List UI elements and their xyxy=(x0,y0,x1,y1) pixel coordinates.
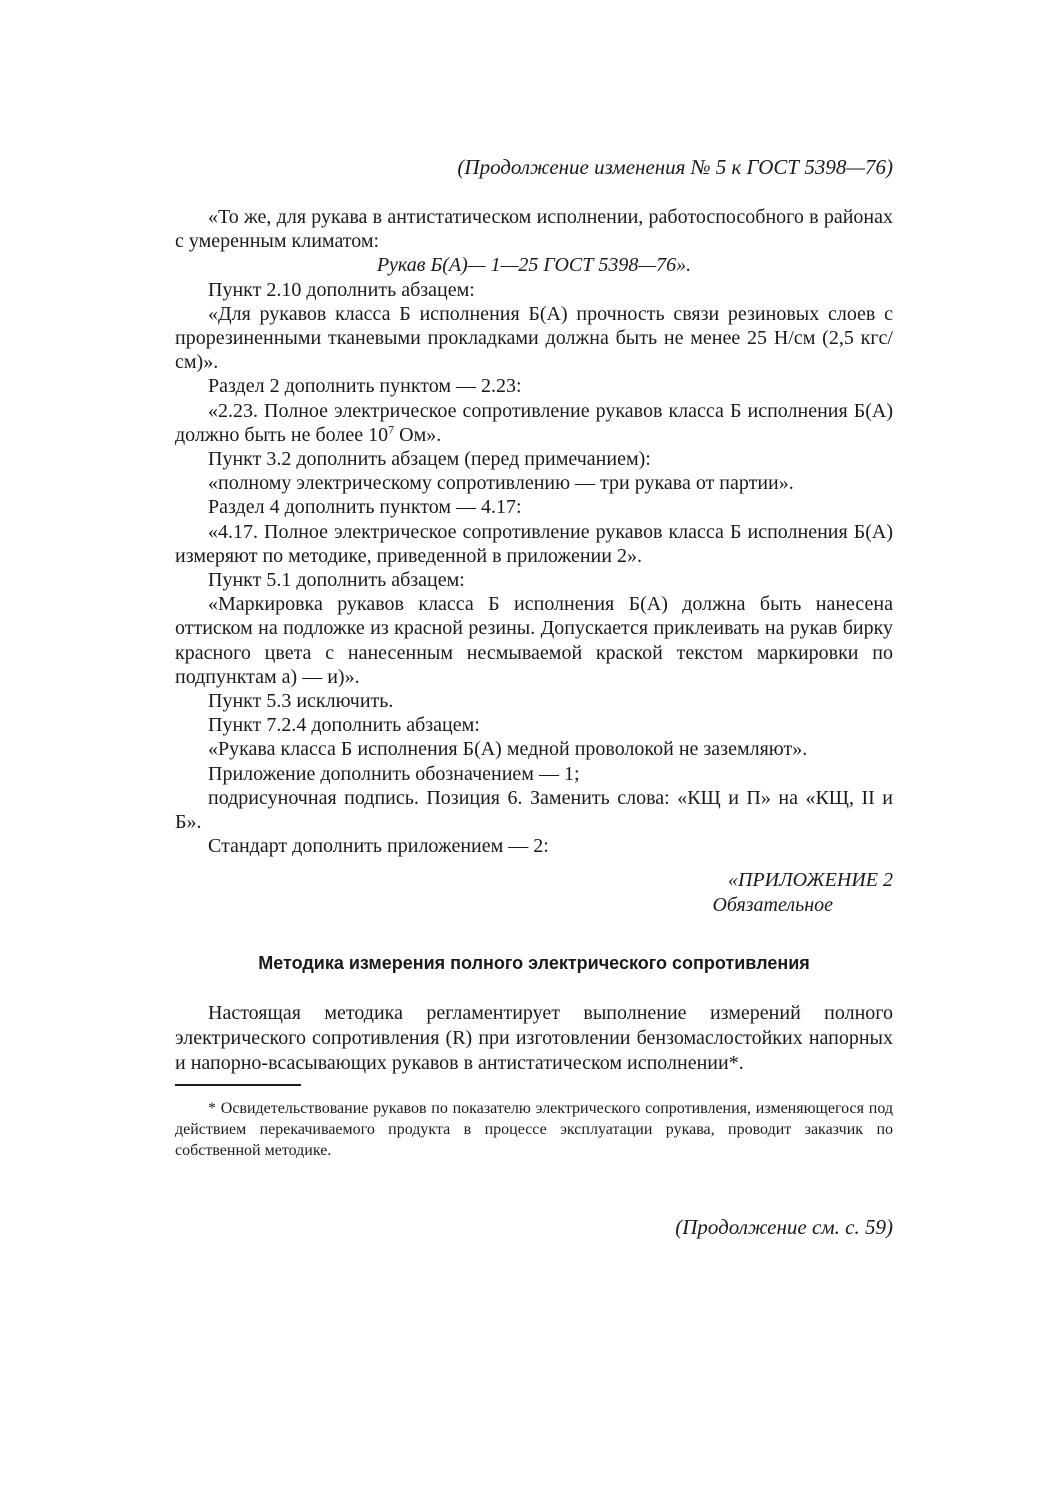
designation-example: Рукав Б(А)— 1—25 ГОСТ 5398—76». xyxy=(376,254,692,277)
paragraph-marking: «Маркировка рукавов класса Б исполнения Б(А) должна быть нанесена оттиском на подложке из красной резины. Допускается приклеивать на рукав бирку красного цвета с нанесенным несмываемой краской текстом маркировки по подпунктам а) — и)». xyxy=(175,593,893,688)
paragraph-grounding: «Рукава класса Б исполнения Б(А) медной проволокой не заземляют». xyxy=(208,738,808,761)
paragraph-standard-appendix: Стандарт дополнить приложением — 2: xyxy=(208,835,549,858)
paragraph-section-4: Раздел 4 дополнить пунктом — 4.17: xyxy=(208,496,522,519)
paragraph-clause-5-3: Пункт 5.3 исключить. xyxy=(208,690,394,713)
document-page xyxy=(175,0,893,1500)
continued-footer: (Продолжение см. с. 59) xyxy=(675,1215,893,1239)
exponent: 7 xyxy=(388,422,395,437)
footnote-divider xyxy=(175,1084,301,1086)
appendix-label: «ПРИЛОЖЕНИЕ 2 xyxy=(728,869,893,892)
clause-2-23-text: «2.23. Полное электрическое сопротивление рукавов класса Б исполнения Б(А) должно быть не более 10 xyxy=(175,399,893,446)
paragraph-caption: подрисуночная подпись. Позиция 6. Заменить слова: «КЩ и П» на «КЩ, II и Б». xyxy=(175,786,893,834)
section-intro: Настоящая методика регламентирует выполнение измерений полного электрического сопротивления (R) при изготовлении бензомаслостойких напорных и напорно-всасывающих рукавов в антистатическом исполнении*. xyxy=(175,1002,893,1075)
paragraph-section-2: Раздел 2 дополнить пунктом — 2.23: xyxy=(208,375,522,398)
footnote: * Освидетельствование рукавов по показателю электрического сопротивления, изменяющегося под действием перекачиваемого продукта в процессе эксплуатации рукава, проводит заказчик по собственной методике. xyxy=(175,1100,893,1160)
clause-2-23-unit: Ом». xyxy=(394,423,442,446)
paragraph-clause-2-23 xyxy=(175,399,893,447)
paragraph-bond-strength: «Для рукавов класса Б исполнения Б(А) прочность связи резиновых слоев с прорезиненными тканевыми прокладками должна быть не менее 25 Н/см (2,5 кгс/см)». xyxy=(175,302,893,374)
appendix-heading xyxy=(175,868,893,916)
paragraph-clause-7-2-4: Пункт 7.2.4 дополнить абзацем: xyxy=(208,714,480,737)
paragraph-clause-5-1: Пункт 5.1 дополнить абзацем: xyxy=(208,569,465,592)
paragraph-clause-3-2: Пункт 3.2 дополнить абзацем (перед примечанием): xyxy=(208,448,651,471)
document-body xyxy=(175,205,893,1161)
paragraph-clause-4-17: «4.17. Полное электрическое сопротивление рукавов класса Б исполнения Б(А) измеряют по методике, приведенной в приложении 2». xyxy=(175,520,893,567)
paragraph-clause-2-10: Пункт 2.10 дополнить абзацем: xyxy=(208,278,475,301)
appendix-status: Обязательное xyxy=(712,893,833,916)
section-title: Методика измерения полного электрического сопротивления xyxy=(258,952,810,973)
paragraph-antistatic-hose: «То же, для рукава в антистатическом исполнении, работоспособного в районах с умеренным климатом: xyxy=(175,206,893,253)
paragraph-appendix-designation: Приложение дополнить обозначением — 1; xyxy=(208,762,580,785)
continuation-header: (Продолжение изменения № 5 к ГОСТ 5398—76) xyxy=(457,155,893,179)
paragraph-sampling: «полному электрическому сопротивлению — три рукава от партии». xyxy=(208,472,794,495)
